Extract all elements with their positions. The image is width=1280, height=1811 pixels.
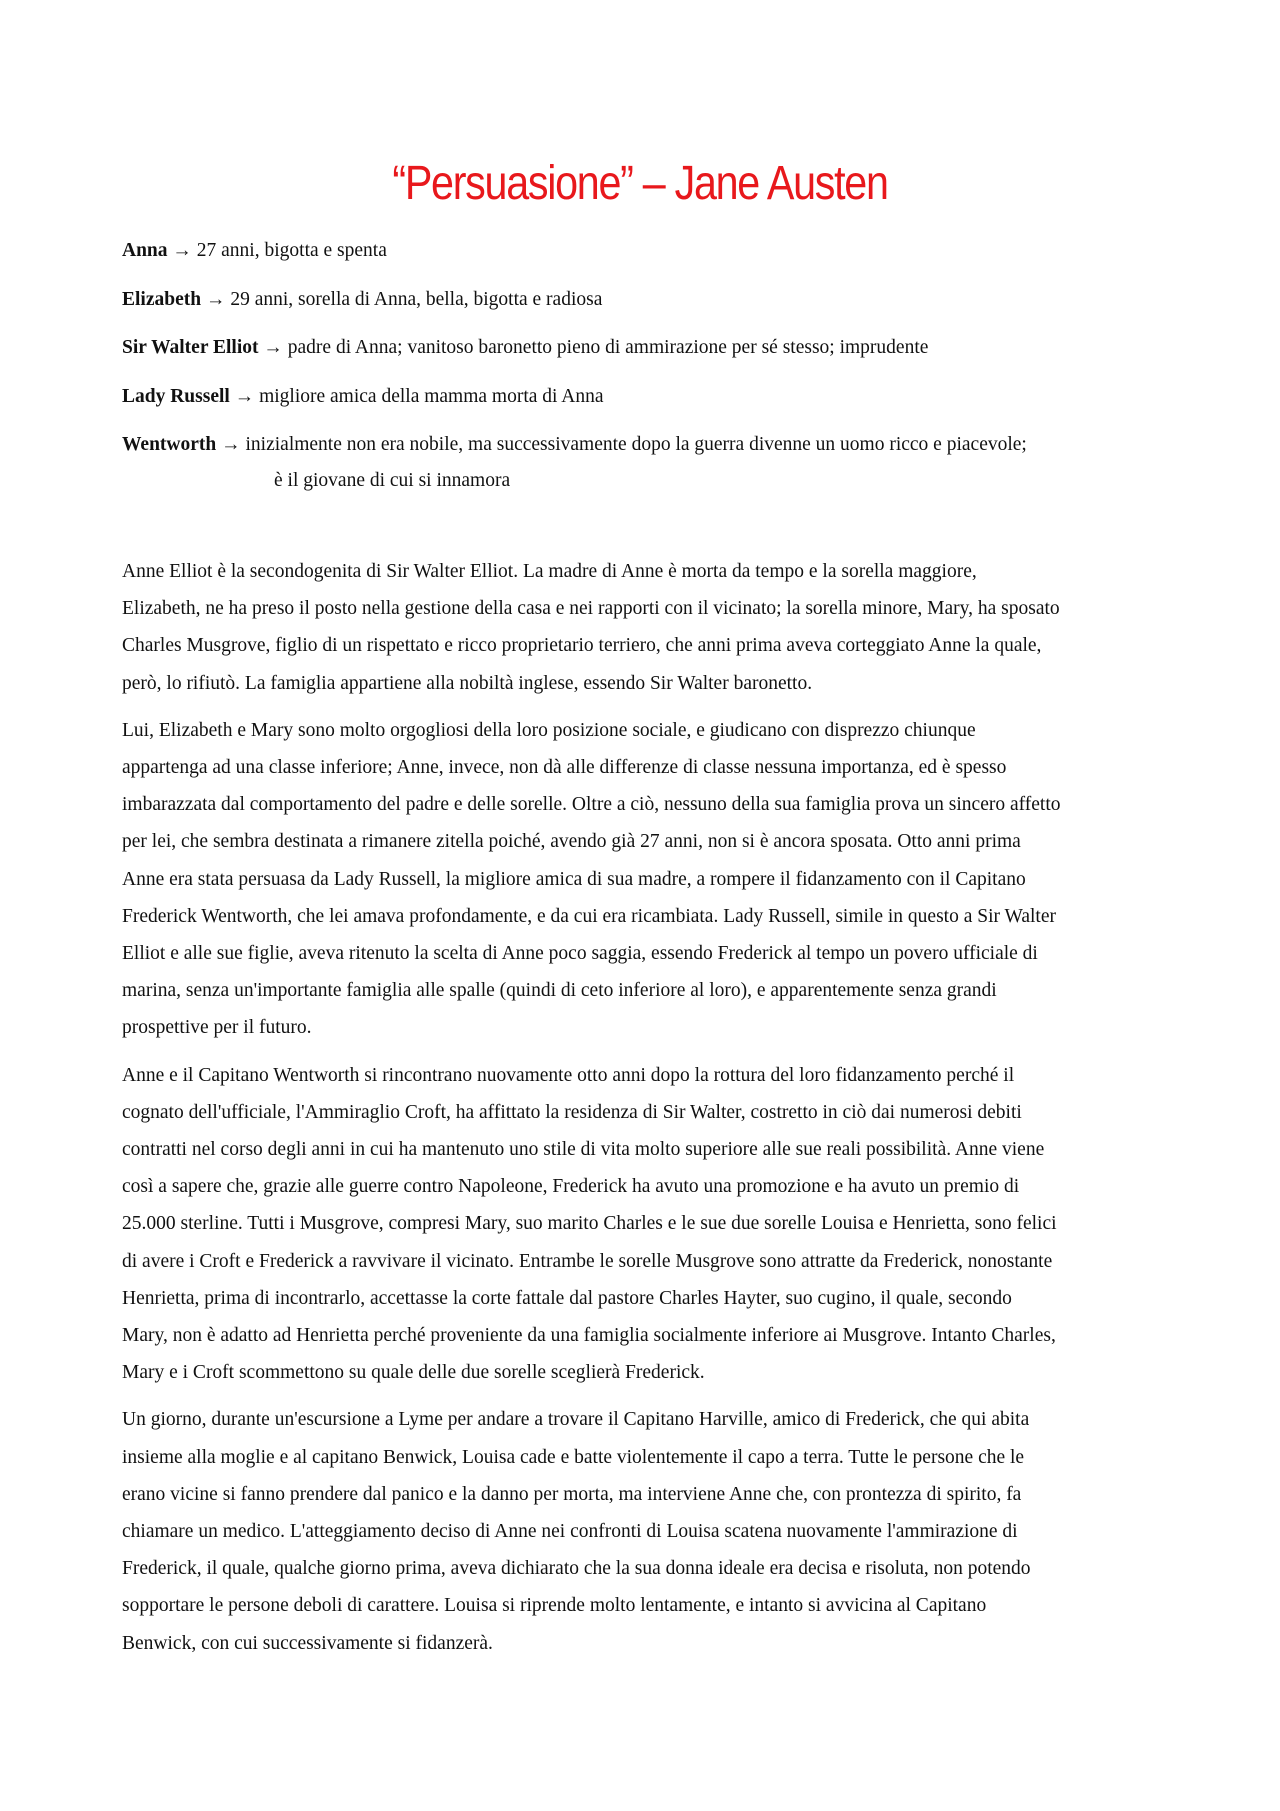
character-name: Anna [122,240,168,261]
character-entry-lady-russell [122,384,1172,433]
arrow: → [229,385,260,407]
paragraph: Lui, Elizabeth e Mary sono molto orgogliosi della loro posizione sociale, e giudicano con disprezzo chiunque appartenga ad una classe inferiore; Anne, invece, non dà alle differenze di classe nessuna importanza, ed è spesso imbarazzata dal comportamento del padre e delle sorelle. Oltre a ciò, nessuno della sua famiglia prova un sincero affetto per lei, che sembra destinata a rimanere zitella poiché, avendo già 27 anni, non si è ancora sposata. Otto anni prima Anne era stata persuasa da Lady Russell, la migliore amica di sua madre, a rompere il fidanzamento con il Capitano Frederick Wentworth, che lei amava profondamente, e da cui era ricambiata. Lady Russell, simile in questo a Sir Walter Elliot e alle sue figlie, aveva ritenuto la scelta di Anne poco saggia, essendo Frederick al tempo un povero ufficiale di marina, senza un'importante famiglia alle spalle (quindi di ceto inferiore al loro), e apparentemente senza grandi prospettive per il futuro. [122,719,1061,1039]
body-text [122,553,1172,1672]
character-name: Sir Walter Elliot [122,337,259,358]
character-description: migliore amica della mamma morta di Anna [259,385,604,407]
paragraph: Un giorno, durante un'escursione a Lyme per andare a trovare il Capitano Harville, amico di Frederick, che qui abita insieme alla moglie e al capitano Benwick, Louisa cade e batte violentemente il capo a terra. Tutte le persone che le erano vicine si fanno prendere dal panico e la danno per morta, ma interviene Anne che, con prontezza di spirito, fa chiamare un medico. L'atteggiamento deciso di Anne nei confronti di Louisa scatena nuovamente l'ammirazione di Frederick, il quale, qualche giorno prima, aveva dichiarato che la sua donna ideale era decisa e risoluta, non potendo sopportare le persone deboli di carattere. Louisa si riprende molto lentamente, e intanto si avvicina al Capitano Benwick, con cui successivamente si fidanzerà. [122,1409,1031,1654]
character-description: inizialmente non era nobile, ma successivamente dopo la guerra divenne un uomo ricco e piacevole; [245,434,1027,455]
character-entry-wentworth [122,432,1172,494]
character-description-continued: è il giovane di cui si innamora [274,470,511,491]
character-name: Wentworth [122,434,217,455]
page-title: “Persuasione” – Jane Austen [392,157,888,210]
arrow: → [258,337,288,358]
character-description: padre di Anna; vanitoso baronetto pieno di ammirazione per sé stesso; imprudente [287,337,929,358]
character-entry-anna [122,238,1172,287]
character-description: 29 anni, sorella di Anna, bella, bigotta e radiosa [230,288,603,310]
arrow: → [167,240,197,261]
paragraph: Anne Elliot è la secondogenita di Sir Walter Elliot. La madre di Anne è morta da tempo e la sorella maggiore, Elizabeth, ne ha preso il posto nella gestione della casa e nei rapporti con il vicinato; la sorella minore, Mary, ha sposato Charles Musgrove, figlio di un rispettato e ricco proprietario terriero, che anni prima aveva corteggiato Anne la quale, però, lo rifiutò. La famiglia appartiene alla nobiltà inglese, essendo Sir Walter baronetto. [122,561,1060,694]
character-entry-elizabeth [122,287,1172,336]
character-list [122,238,1172,494]
arrow: → [216,434,246,455]
character-name: Elizabeth [122,288,202,310]
arrow: → [201,288,231,310]
paragraph: Anne e il Capitano Wentworth si rincontrano nuovamente otto anni dopo la rottura del loro fidanzamento perché il cognato dell'ufficiale, l'Ammiraglio Croft, ha affittato la residenza di Sir Walter, costretto in ciò dai numerosi debiti contratti nel corso degli anni in cui ha mantenuto uno stile di vita molto superiore alle sue reali possibilità. Anne viene così a sapere che, grazie alle guerre contro Napoleone, Frederick ha avuto una promozione e ha avuto un premio di 25.000 sterline. Tutti i Musgrove, compresi Mary, suo marito Charles e le sue due sorelle Louisa e Henrietta, sono felici di avere i Croft e Frederick a ravvivare il vicinato. Entrambe le sorelle Musgrove sono attratte da Frederick, nonostante Henrietta, prima di incontrarlo, accettasse la corte fattale dal pastore Charles Hayter, suo cugino, il quale, secondo Mary, non è adatto ad Henrietta perché proveniente da una famiglia socialmente inferiore ai Musgrove. Intanto Charles, Mary e i Croft scommettono su quale delle due sorelle sceglierà Frederick. [122,1064,1057,1384]
character-description: 27 anni, bigotta e spenta [196,240,387,261]
character-entry-sir-walter-elliot [122,335,1172,384]
character-name: Lady Russell [122,385,230,407]
